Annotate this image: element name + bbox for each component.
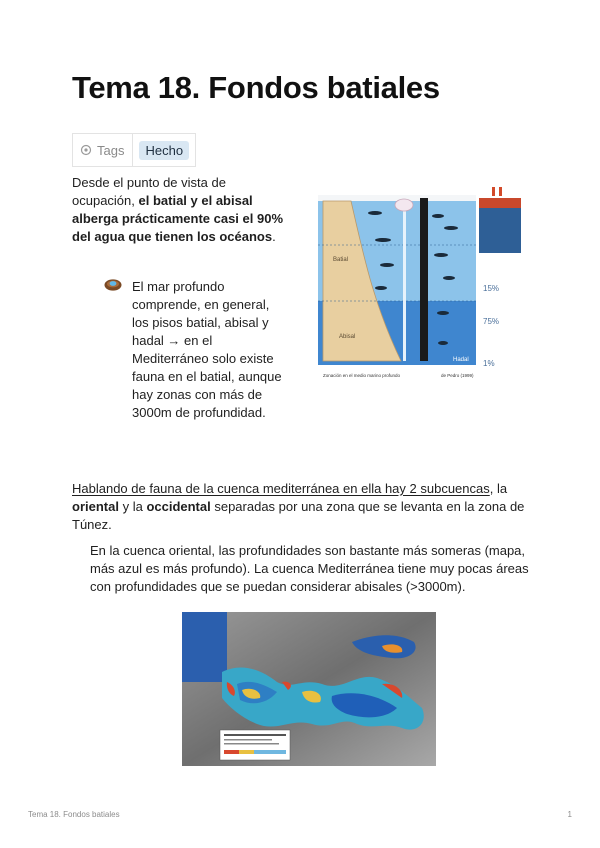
nest-egg-icon: [104, 278, 122, 292]
occidental-bold: occidental: [146, 499, 211, 514]
percent-1: 1%: [483, 359, 495, 368]
callout: [104, 278, 284, 422]
underlined-text: Hablando de fauna de la cuenca mediterránea en ella hay 2 subcuencas: [72, 481, 490, 496]
percent-75: 75%: [483, 317, 500, 326]
figure-credit: de Pedro (1999): [441, 373, 474, 378]
depth-zonation-figure: [313, 183, 527, 381]
oriental-bold: oriental: [72, 499, 119, 514]
zone-label-abisal: Abisal: [339, 334, 356, 340]
tags-key: [73, 134, 133, 166]
footer-title: Tema 18. Fondos batiales: [28, 810, 120, 819]
percent-15: 15%: [483, 284, 500, 293]
page-footer: [28, 810, 572, 819]
page-title: Tema 18. Fondos batiales: [72, 70, 440, 105]
page-number: 1: [567, 810, 572, 819]
tags-label: Tags: [97, 142, 125, 158]
callout-text: El mar profundo comprende, en general, los pisos batial, abisal y hadal → en el Mediterráneo solo existe fauna en el batial, aunque hay zonas con más de 3000m de profundidad.: [132, 279, 282, 420]
status-badge[interactable]: Hecho: [139, 141, 189, 160]
mediterranean-bathymetry-map: [182, 612, 436, 766]
zone-label-batial: Batial: [333, 257, 349, 263]
tags-property[interactable]: [72, 133, 196, 167]
indented-paragraph: En la cuenca oriental, las profundidades son bastante más someras (mapa, más azul es más profundo). La cuenca Mediterránea tiene muy pocas áreas con profundidades que se puedan considerar abisales (>3000m).: [90, 543, 529, 594]
figure-caption: Zonación en el medio marino profundo: [323, 373, 401, 378]
tag-dot-icon: [80, 144, 92, 156]
zone-label-hadal: Hadal: [453, 357, 469, 363]
intro-paragraph: Desde el punto de vista de ocupación, el batial y el abisal alberga prácticamente casi el 90% del agua que tienen los océanos.: [72, 175, 284, 244]
basins-paragraph: Hablando de fauna de la cuenca mediterránea en ella hay 2 subcuencas, la oriental y la occidental separadas por una zona que se levanta en la zona de Túnez.: [72, 481, 525, 532]
intro-bold: el batial y el abisal alberga prácticamente casi el 90% del agua que tienen los océanos: [72, 193, 284, 244]
